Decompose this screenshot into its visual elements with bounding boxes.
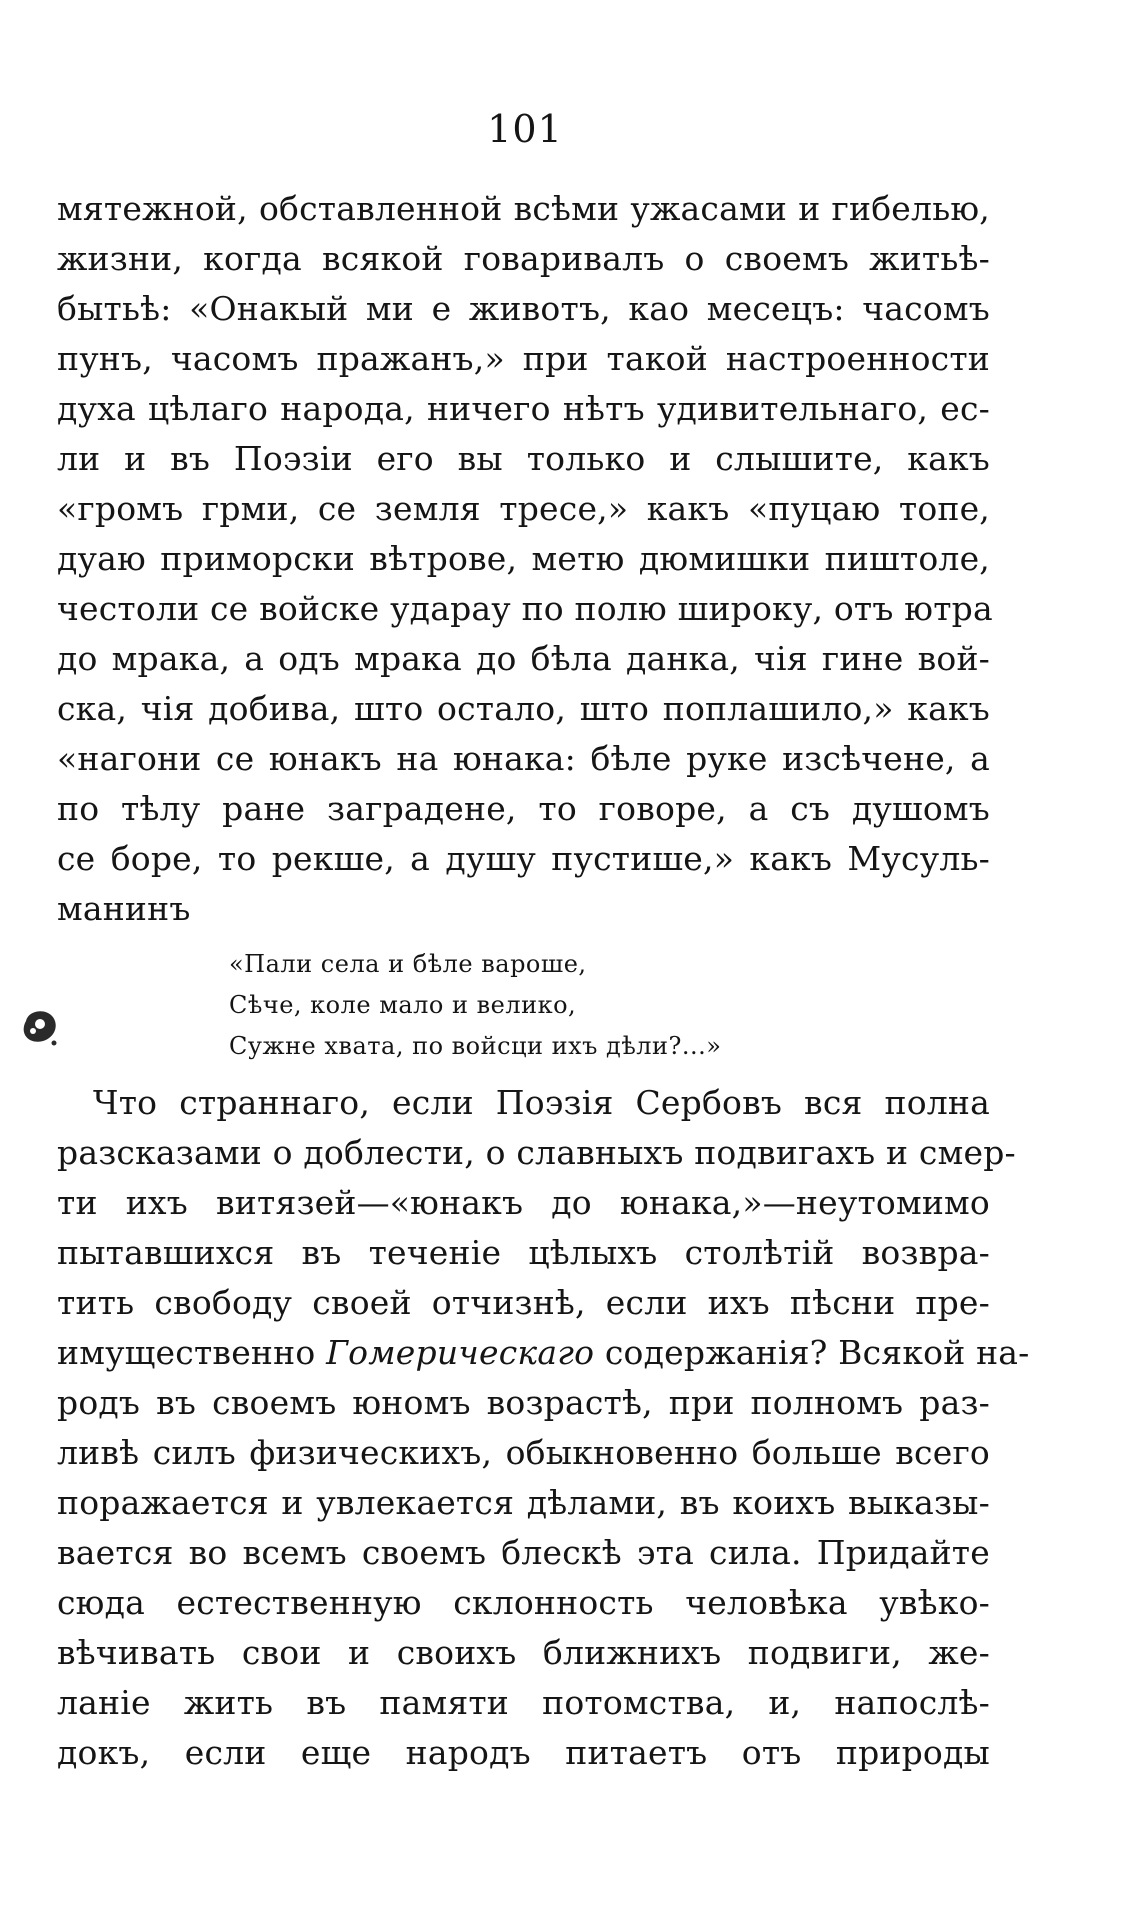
text-line: поражается и увлекается дѣлами, въ коихъ выказы- (57, 1483, 990, 1522)
text-line: пытавшихся въ теченіе цѣлыхъ столѣтій возвра- (57, 1233, 990, 1272)
text-line: пунъ, часомъ пражанъ,» при такой настроенности (57, 339, 990, 378)
italic-term: Гомерическаго (326, 1333, 595, 1372)
text-line: разсказами о доблести, о славныхъ подвигахъ и смер- (57, 1133, 1016, 1172)
text-line: по тѣлу ране заградене, то говоре, а съ душомъ (57, 789, 990, 828)
ink-blot (18, 1007, 60, 1047)
text-line: докъ, если еще народъ питаетъ отъ природы (57, 1733, 990, 1772)
verse-line: «Пали села и бѣле вароше, (229, 950, 587, 978)
text-line: «нагони се юнакъ на юнака: бѣле руке изсѣчене, а (57, 739, 990, 778)
text-line: бытьѣ: «Онакый ми е животъ, као месецъ: часомъ (57, 289, 990, 328)
text-line: дуаю приморски вѣтрове, метю дюмишки пиштоле, (57, 539, 990, 578)
text-line: вается во всемъ своемъ блескѣ эта сила. Придайте (57, 1533, 990, 1572)
text-line: се боре, то рекше, а душу пустише,» какъ Мусуль- (57, 839, 990, 878)
text-line: Что страннаго, если Поэзія Сербовъ вся полна (93, 1083, 990, 1122)
text-line: родъ въ своемъ юномъ возрастѣ, при полномъ раз- (57, 1383, 990, 1422)
text-line: духа цѣлаго народа, ничего нѣтъ удивительнаго, ес- (57, 389, 990, 428)
text-line: ланіе жить въ памяти потомства, и, напослѣ- (57, 1683, 990, 1722)
text-line: вѣчивать свои и своихъ ближнихъ подвиги, же- (57, 1633, 990, 1672)
text-line: ска, чія добива, што остало, што поплашило,» какъ (57, 689, 990, 728)
text-line (57, 1328, 1030, 1378)
verse-line: Сѣче, коле мало и велико, (229, 991, 577, 1019)
text-line: до мрака, а одъ мрака до бѣла данка, чія гине вой- (57, 639, 990, 678)
page-number: 101 (487, 107, 563, 151)
text-line: тить свободу своей отчизнѣ, если ихъ пѣсни пре- (57, 1283, 990, 1322)
text-segment: содержанія? Всякой на- (604, 1333, 1030, 1372)
text-line: «громъ грми, се земля тресе,» какъ «пуцаю топе, (57, 489, 990, 528)
text-line: манинъ (57, 889, 191, 928)
verse-line: Сужне хвата, по войсци ихъ дѣли?...» (229, 1032, 722, 1060)
text-line: мятежной, обставленной всѣми ужасами и гибелью, (57, 189, 990, 228)
text-line: ли и въ Поэзіи его вы только и слышите, какъ (57, 439, 990, 478)
text-line: жизни, когда всякой говаривалъ о своемъ житьѣ- (57, 239, 990, 278)
text-line: ливѣ силъ физическихъ, обыкновенно больше всего (57, 1433, 990, 1472)
text-line: честоли се войске ударау по полю широку, отъ ютра (57, 589, 993, 628)
text-line: сюда естественную склонность человѣка увѣко- (57, 1583, 990, 1622)
text-segment: имущественно (57, 1333, 316, 1372)
text-line: ти ихъ витязей—«юнакъ до юнака,»—неутомимо (57, 1183, 990, 1222)
